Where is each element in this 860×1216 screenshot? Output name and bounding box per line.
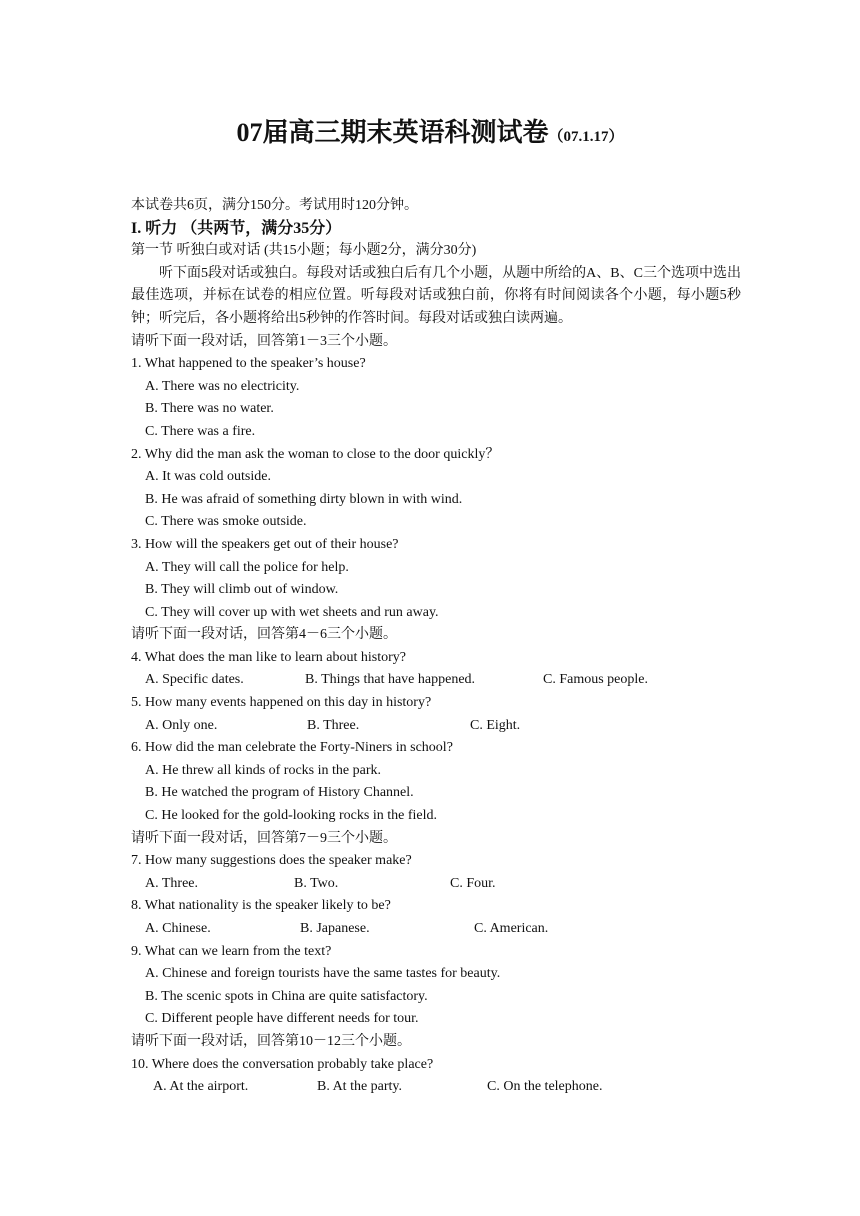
option-9b: B. The scenic spots in China are quite satisfactory. — [145, 988, 428, 1004]
option-9c: C. Different people have different needs for tour. — [145, 1011, 419, 1027]
options-row — [131, 669, 741, 692]
option-4a: A. Specific dates. — [145, 672, 244, 688]
option-4c: C. Famous people. — [543, 672, 648, 688]
dialogue-prompt: 请听下面一段对话，回答第4－6三个小题。 — [131, 627, 397, 643]
option-6c: C. He looked for the gold-looking rocks in the field. — [145, 808, 437, 824]
page-title — [0, 112, 860, 149]
option-8a: A. Chinese. — [145, 921, 211, 936]
option-5c: C. Eight. — [470, 717, 521, 733]
option-5b: B. Three. — [307, 717, 360, 733]
title-date: （07.1.17） — [548, 129, 624, 145]
option-2a: A. It was cold outside. — [145, 469, 271, 485]
question-8: 8. What nationality is the speaker likely to be? — [131, 898, 391, 914]
title-main: 07届高三期末英语科测试卷 — [236, 118, 549, 147]
option-5a: A. Only one. — [145, 717, 218, 733]
question-4: 4. What does the man like to learn about history? — [131, 649, 407, 665]
option-7b: B. Two. — [294, 875, 339, 891]
option-3a: A. They will call the police for help. — [145, 559, 349, 575]
question-2: 2. Why did the man ask the woman to close to the door quickly？ — [131, 446, 500, 462]
dialogue-prompt: 请听下面一段对话，回答第7－9三个小题。 — [131, 830, 397, 846]
option-8b: B. Japanese. — [300, 921, 370, 936]
option-3b: B. They will climb out of window. — [145, 582, 339, 598]
question-7: 7. How many suggestions does the speaker make? — [131, 853, 412, 869]
question-1: 1. What happened to the speaker’s house? — [131, 356, 366, 372]
option-7a: A. Three. — [145, 875, 198, 891]
question-10: 10. Where does the conversation probably take place? — [131, 1056, 434, 1072]
dialogue-prompt: 请听下面一段对话，回答第10－12三个小题。 — [131, 1033, 411, 1049]
option-10c: C. On the telephone. — [487, 1079, 603, 1095]
intro-text: 本试卷共6页，满分150分。考试用时120分钟。 — [131, 198, 418, 213]
option-3c: C. They will cover up with wet sheets and run away. — [145, 604, 439, 620]
question-9: 9. What can we learn from the text? — [131, 943, 332, 959]
option-9a: A. Chinese and foreign tourists have the same tastes for beauty. — [145, 966, 501, 982]
instructions-paragraph: 听下面5段对话或独白。每段对话或独白后有几个小题，从题中所给的A、B、C三个选项中选出最佳选项，并标在试卷的相应位置。听每段对话或独白前，你将有时间阅读各个小题，每小题5秒钟；听完后，各小题将给出5秒钟的作答时间。每段对话或独白读两遍。 — [131, 265, 741, 326]
option-10a: A. At the airport. — [153, 1079, 249, 1095]
option-2c: C. There was smoke outside. — [145, 514, 307, 530]
option-10b: B. At the party. — [317, 1079, 403, 1095]
options-row — [131, 1076, 741, 1099]
option-4b: B. Things that have happened. — [305, 672, 476, 688]
option-6a: A. He threw all kinds of rocks in the park. — [145, 762, 381, 778]
question-5: 5. How many events happened on this day in history? — [131, 695, 432, 711]
options-row — [131, 715, 741, 738]
option-1c: C. There was a fire. — [145, 423, 256, 439]
option-7c: C. Four. — [450, 875, 496, 891]
option-6b: B. He watched the program of History Channel. — [145, 785, 414, 801]
option-8c: C. American. — [474, 921, 549, 936]
options-row — [131, 918, 741, 941]
option-2b: B. He was afraid of something dirty blown in with wind. — [145, 491, 463, 507]
options-row — [131, 873, 741, 896]
section-heading: I. 听力 （共两节，满分35分） — [131, 219, 342, 237]
option-1a: A. There was no electricity. — [145, 378, 300, 394]
exam-body — [131, 195, 741, 1099]
option-1b: B. There was no water. — [145, 401, 274, 417]
part-one-heading: 第一节 听独白或对话 (共15小题；每小题2分，满分30分) — [131, 243, 477, 259]
dialogue-prompt: 请听下面一段对话，回答第1－3三个小题。 — [131, 333, 397, 349]
question-3: 3. How will the speakers get out of their house? — [131, 536, 399, 552]
question-6: 6. How did the man celebrate the Forty-Niners in school? — [131, 740, 453, 756]
